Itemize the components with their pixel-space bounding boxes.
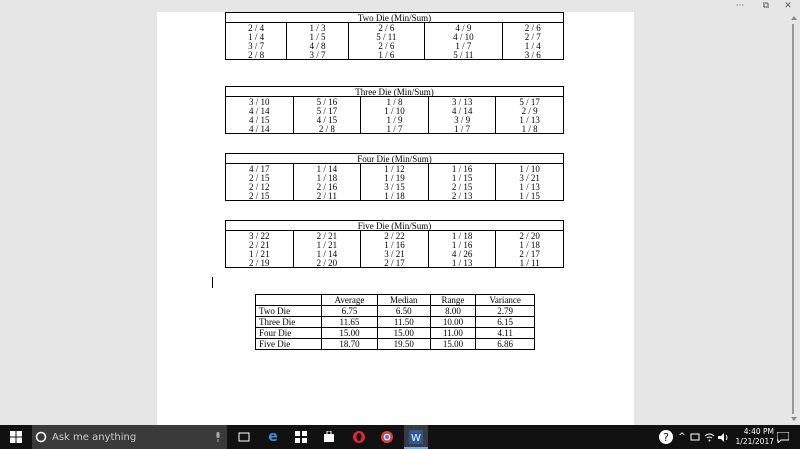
table-cell: 5 / 11 <box>425 50 503 60</box>
table-cell: 1 / 7 <box>361 124 429 134</box>
table-cell: 6.75 <box>321 306 377 317</box>
table-cell: 3 / 13 <box>428 97 496 107</box>
table-cell: 2 / 6 <box>348 41 424 50</box>
volume-icon[interactable] <box>716 425 730 449</box>
table-cell: 1 / 18 <box>428 231 496 241</box>
three-die-table <box>225 86 564 134</box>
table-cell: 2 / 15 <box>428 182 496 191</box>
clock-date: 1/21/2017 <box>735 437 774 446</box>
table-cell: 3 / 10 <box>226 97 294 107</box>
table-cell: 1 / 15 <box>428 173 496 182</box>
table-cell: 1 / 11 <box>496 258 564 268</box>
vertical-scrollbar[interactable] <box>786 12 800 425</box>
table-cell: 1 / 4 <box>226 32 287 41</box>
table-cell: 1 / 16 <box>428 164 496 174</box>
scroll-thumb[interactable] <box>792 24 794 414</box>
table-cell: 1 / 18 <box>361 191 429 201</box>
wifi-icon[interactable] <box>702 425 716 449</box>
table-cell: 4 / 26 <box>428 249 496 258</box>
table-header: Median <box>378 295 431 306</box>
document-page[interactable] <box>157 12 634 425</box>
four-die-table <box>225 153 564 201</box>
table-title: Two Die (Min/Sum) <box>226 13 564 23</box>
table-cell: 1 / 18 <box>496 240 564 249</box>
table-cell: 11.00 <box>430 328 476 339</box>
table-cell: 2 / 22 <box>361 231 429 241</box>
network-icon[interactable] <box>688 425 702 449</box>
table-cell: 1 / 3 <box>287 23 348 33</box>
search-box[interactable] <box>32 425 227 449</box>
search-placeholder: Ask me anything <box>52 431 137 443</box>
table-cell: 1 / 4 <box>502 41 563 50</box>
table-header: Variance <box>476 295 535 306</box>
table-title: Four Die (Min/Sum) <box>226 154 564 164</box>
svg-text:W: W <box>411 433 421 444</box>
two-die-table <box>225 12 564 60</box>
table-cell: 3 / 22 <box>226 231 294 241</box>
table-cell: 1 / 7 <box>425 41 503 50</box>
row-label: Five Die <box>256 339 322 350</box>
table-cell: 4 / 15 <box>293 115 361 124</box>
table-cell: 6.86 <box>476 339 535 350</box>
table-cell: 2 / 16 <box>293 182 361 191</box>
store-icon[interactable] <box>318 425 340 449</box>
table-cell: 1 / 9 <box>361 115 429 124</box>
table-cell: 15.00 <box>321 328 377 339</box>
table-cell: 4 / 8 <box>287 41 348 50</box>
table-header <box>256 295 322 306</box>
edge-browser-icon[interactable]: e <box>268 429 278 445</box>
table-cell: 2 / 17 <box>361 258 429 268</box>
table-cell: 1 / 16 <box>361 240 429 249</box>
table-cell: 1 / 12 <box>361 164 429 174</box>
clock-time: 4:40 PM <box>743 427 774 436</box>
table-cell: 2.79 <box>476 306 535 317</box>
table-cell: 11.50 <box>378 317 431 328</box>
table-cell: 1 / 21 <box>226 249 294 258</box>
table-cell: 1 / 16 <box>428 240 496 249</box>
table-cell: 3 / 6 <box>502 50 563 60</box>
table-cell: 2 / 12 <box>226 182 294 191</box>
table-cell: 2 / 20 <box>293 258 361 268</box>
word-app-icon[interactable] <box>404 425 428 449</box>
table-cell: 4 / 15 <box>226 115 294 124</box>
table-cell: 1 / 15 <box>496 191 564 201</box>
table-cell: 3 / 15 <box>361 182 429 191</box>
table-cell: 19.50 <box>378 339 431 350</box>
window-title-bar <box>0 0 800 12</box>
table-cell: 5 / 11 <box>348 32 424 41</box>
system-clock[interactable] <box>736 427 774 447</box>
table-cell: 2 / 8 <box>293 124 361 134</box>
taskbar <box>0 425 800 449</box>
table-cell: 1 / 13 <box>428 258 496 268</box>
table-cell: 18.70 <box>321 339 377 350</box>
table-cell: 2 / 21 <box>293 231 361 241</box>
table-cell: 1 / 14 <box>293 164 361 174</box>
table-cell: 1 / 13 <box>496 182 564 191</box>
table-cell: 2 / 11 <box>293 191 361 201</box>
table-cell: 1 / 8 <box>361 97 429 107</box>
table-cell: 4 / 17 <box>226 164 294 174</box>
table-cell: 5 / 16 <box>293 97 361 107</box>
table-cell: 8.00 <box>430 306 476 317</box>
table-cell: 2 / 4 <box>226 23 287 33</box>
task-view-icon[interactable] <box>233 425 255 449</box>
table-cell: 2 / 15 <box>226 191 294 201</box>
table-header: Average <box>321 295 377 306</box>
table-cell: 6.50 <box>378 306 431 317</box>
restore-button[interactable]: ⧉ <box>762 1 770 11</box>
table-cell: 2 / 9 <box>496 106 564 115</box>
table-cell: 2 / 8 <box>226 50 287 60</box>
table-title: Five Die (Min/Sum) <box>226 221 564 231</box>
table-cell: 1 / 14 <box>293 249 361 258</box>
table-cell: 4.11 <box>476 328 535 339</box>
table-cell: 4 / 9 <box>425 23 503 33</box>
opera-browser-icon[interactable] <box>348 425 370 449</box>
table-cell: 1 / 10 <box>361 106 429 115</box>
svg-text:?: ? <box>663 431 669 444</box>
table-cell: 3 / 21 <box>361 249 429 258</box>
help-icon[interactable] <box>656 425 676 449</box>
table-cell: 4 / 14 <box>428 106 496 115</box>
table-cell: 4 / 14 <box>226 106 294 115</box>
table-cell: 2 / 17 <box>496 249 564 258</box>
table-cell: 1 / 18 <box>293 173 361 182</box>
table-cell: 1 / 13 <box>496 115 564 124</box>
table-cell: 2 / 20 <box>496 231 564 241</box>
table-cell: 1 / 10 <box>496 164 564 174</box>
windows-start-icon[interactable] <box>4 425 28 449</box>
five-die-table <box>225 220 564 268</box>
statistics-table <box>255 294 535 350</box>
table-cell: 5 / 17 <box>496 97 564 107</box>
table-cell: 3 / 9 <box>428 115 496 124</box>
table-cell: 2 / 19 <box>226 258 294 268</box>
row-label: Three Die <box>256 317 322 328</box>
table-cell: 6.15 <box>476 317 535 328</box>
cortana-circle-icon <box>35 431 47 443</box>
microphone-icon[interactable] <box>215 432 221 442</box>
table-cell: 3 / 21 <box>496 173 564 182</box>
table-cell: 1 / 8 <box>496 124 564 134</box>
more-options-icon[interactable]: ··· <box>735 1 745 11</box>
table-cell: 4 / 14 <box>226 124 294 134</box>
table-cell: 2 / 6 <box>348 23 424 33</box>
notifications-icon[interactable] <box>774 425 792 449</box>
table-cell: 2 / 6 <box>502 23 563 33</box>
table-cell: 15.00 <box>378 328 431 339</box>
table-cell: 3 / 7 <box>226 41 287 50</box>
table-cell: 2 / 13 <box>428 191 496 201</box>
table-cell: 4 / 10 <box>425 32 503 41</box>
table-cell: 2 / 15 <box>226 173 294 182</box>
table-cell: 1 / 7 <box>428 124 496 134</box>
table-cell: 3 / 7 <box>287 50 348 60</box>
table-header: Range <box>430 295 476 306</box>
text-cursor <box>212 277 213 288</box>
table-cell: 10.00 <box>430 317 476 328</box>
scroll-up-icon[interactable] <box>791 16 797 20</box>
scroll-down-icon[interactable] <box>791 417 797 421</box>
chrome-browser-icon[interactable] <box>376 425 398 449</box>
close-button[interactable]: ✕ <box>784 1 792 11</box>
table-cell: 15.00 <box>430 339 476 350</box>
table-title: Three Die (Min/Sum) <box>226 87 564 97</box>
table-cell: 2 / 7 <box>502 32 563 41</box>
table-cell: 1 / 6 <box>348 50 424 60</box>
row-label: Four Die <box>256 328 322 339</box>
table-cell: 1 / 19 <box>361 173 429 182</box>
file-explorer-icon[interactable] <box>290 425 312 449</box>
table-cell: 2 / 21 <box>226 240 294 249</box>
show-hidden-icons-icon[interactable]: ^ <box>678 432 686 442</box>
table-cell: 5 / 17 <box>293 106 361 115</box>
row-label: Two Die <box>256 306 322 317</box>
table-cell: 11.65 <box>321 317 377 328</box>
table-cell: 1 / 5 <box>287 32 348 41</box>
table-cell: 1 / 21 <box>293 240 361 249</box>
